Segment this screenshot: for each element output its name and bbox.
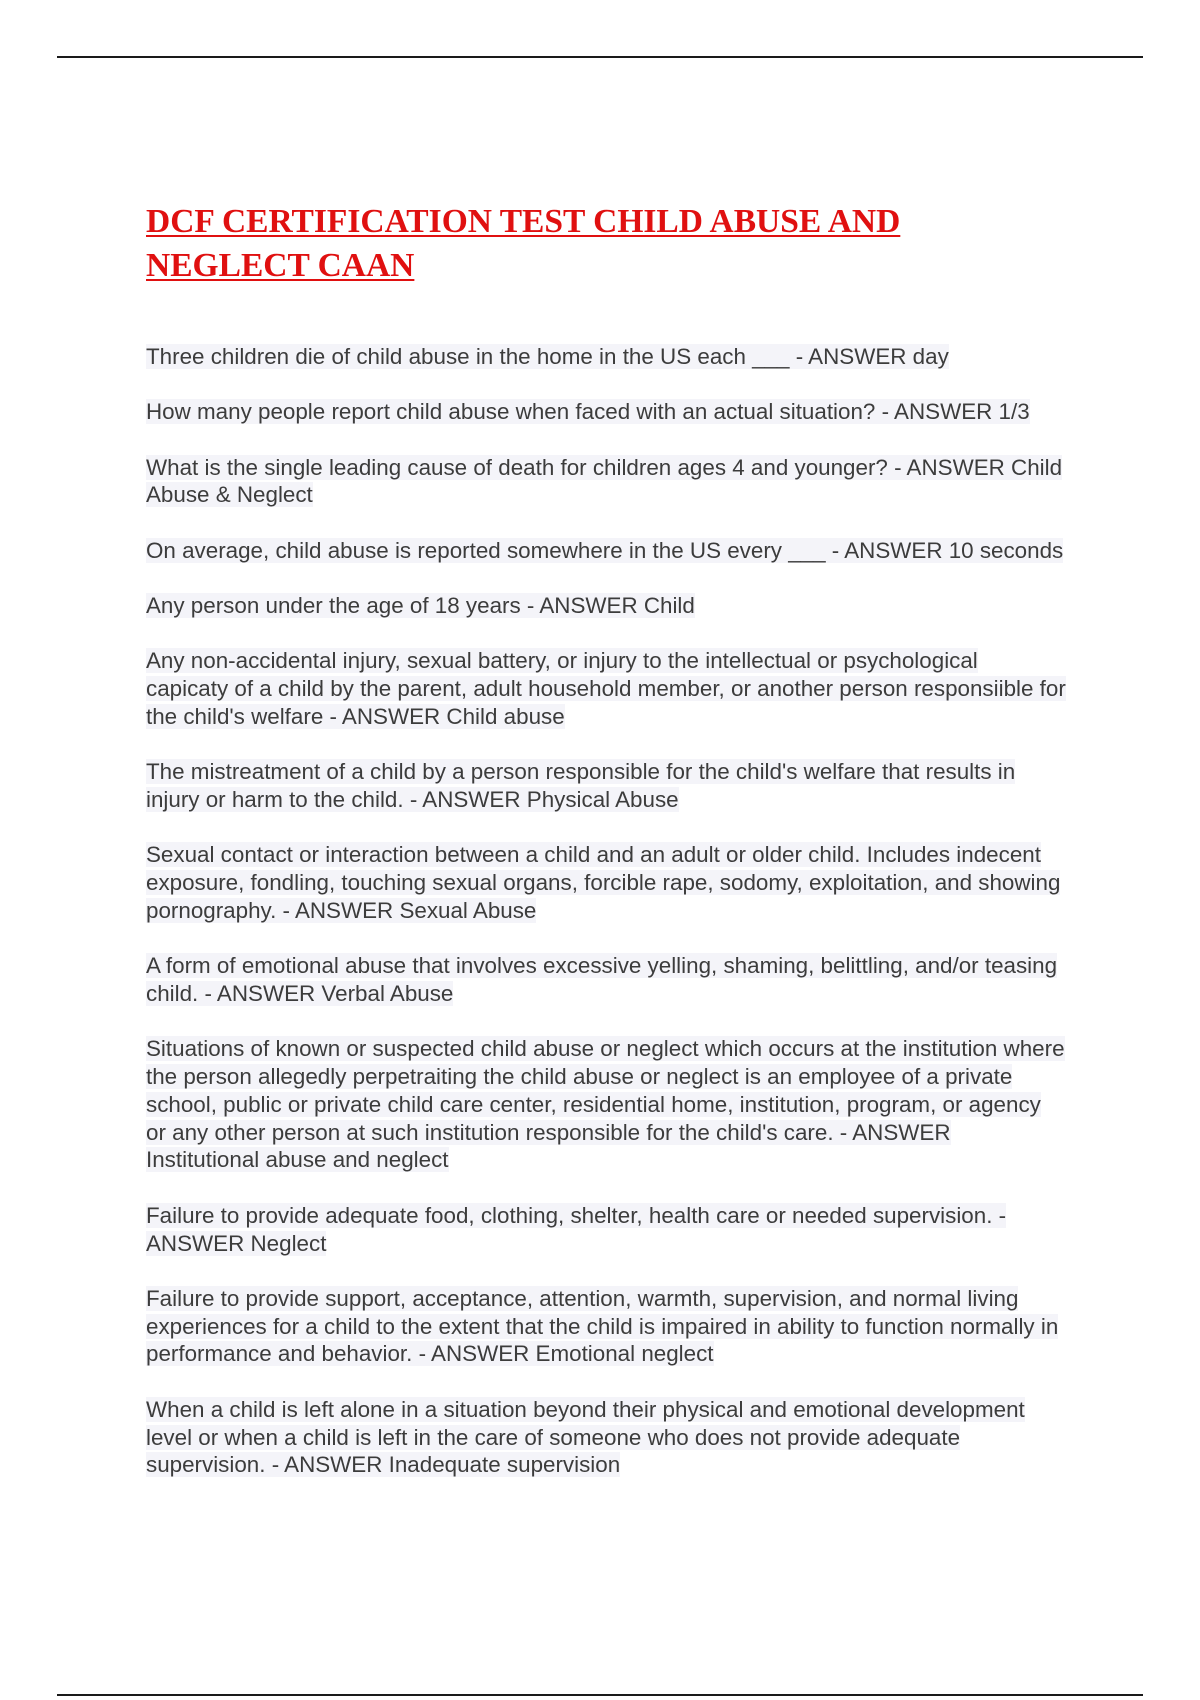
- qa-item: [146, 647, 1066, 730]
- qa-item-text: Three children die of child abuse in the home in the US each ___ - ANSWER day: [146, 344, 949, 369]
- qa-item: [146, 1035, 1066, 1174]
- qa-item: [146, 592, 1066, 620]
- qa-item: [146, 454, 1066, 510]
- qa-item-text: On average, child abuse is reported somewhere in the US every ___ - ANSWER 10 seconds: [146, 537, 1064, 563]
- qa-item: [146, 343, 1066, 371]
- qa-item-text: Situations of known or suspected child abuse or neglect which occurs at the institution where the person allegedly perpetraiting the child abuse or neglect is an employee of a private school, public or private child care center, residential home, institution, program, or agency or any other person at such institution responsible for the child's care. - ANSWER Institutional abuse and neglect: [146, 1036, 1065, 1173]
- qa-item-text: Any non-accidental injury, sexual battery, or injury to the intellectual or psychological capicaty of a child by the parent, adult household member, or another person responsiible for the child's welfare - ANSWER Child abuse: [146, 648, 1066, 729]
- qa-item-text: Sexual contact or interaction between a child and an adult or older child. Includes indecent exposure, fondling, touching sexual organs, forcible rape, sodomy, exploitation, and showing pornography. - ANSWER Sexual Abuse: [146, 842, 1061, 923]
- qa-item: [146, 1285, 1066, 1368]
- qa-item: [146, 1396, 1066, 1479]
- qa-item: [146, 398, 1066, 426]
- qa-item-text: Failure to provide adequate food, clothing, shelter, health care or needed supervision. - ANSWER Neglect: [146, 1202, 1007, 1256]
- bottom-divider: [57, 1694, 1143, 1696]
- qa-item: [146, 758, 1066, 814]
- qa-item-text: When a child is left alone in a situation beyond their physical and emotional development level or when a child is left in the care of someone who does not provide adequate supervision. - ANSWER Inadequate supervision: [146, 1396, 1025, 1478]
- qa-list: [146, 343, 1066, 1507]
- qa-item: [146, 841, 1066, 924]
- qa-item-text: What is the single leading cause of death for children ages 4 and younger? - ANSWER Child Abuse & Neglect: [146, 454, 1063, 508]
- qa-item: [146, 1202, 1066, 1258]
- qa-item-text: The mistreatment of a child by a person responsible for the child's welfare that results in injury or harm to the child. - ANSWER Physical Abuse: [146, 759, 1016, 812]
- qa-item-text: Any person under the age of 18 years - ANSWER Child: [146, 592, 695, 618]
- qa-item: [146, 952, 1066, 1008]
- qa-item-text: How many people report child abuse when faced with an actual situation? - ANSWER 1/3: [146, 399, 1030, 425]
- qa-item-text: Failure to provide support, acceptance, attention, warmth, supervision, and normal living experiences for a child to the extent that the child is impaired in ability to function normally in performance and behavior. - ANSWER Emotional neglect: [146, 1285, 1059, 1367]
- qa-item: [146, 537, 1066, 565]
- qa-item-text: A form of emotional abuse that involves excessive yelling, shaming, belittling, and/or teasing child. - ANSWER Verbal Abuse: [146, 953, 1058, 1006]
- top-divider: [57, 56, 1143, 58]
- document-title: DCF CERTIFICATION TEST CHILD ABUSE AND NEGLECT CAAN: [146, 203, 901, 284]
